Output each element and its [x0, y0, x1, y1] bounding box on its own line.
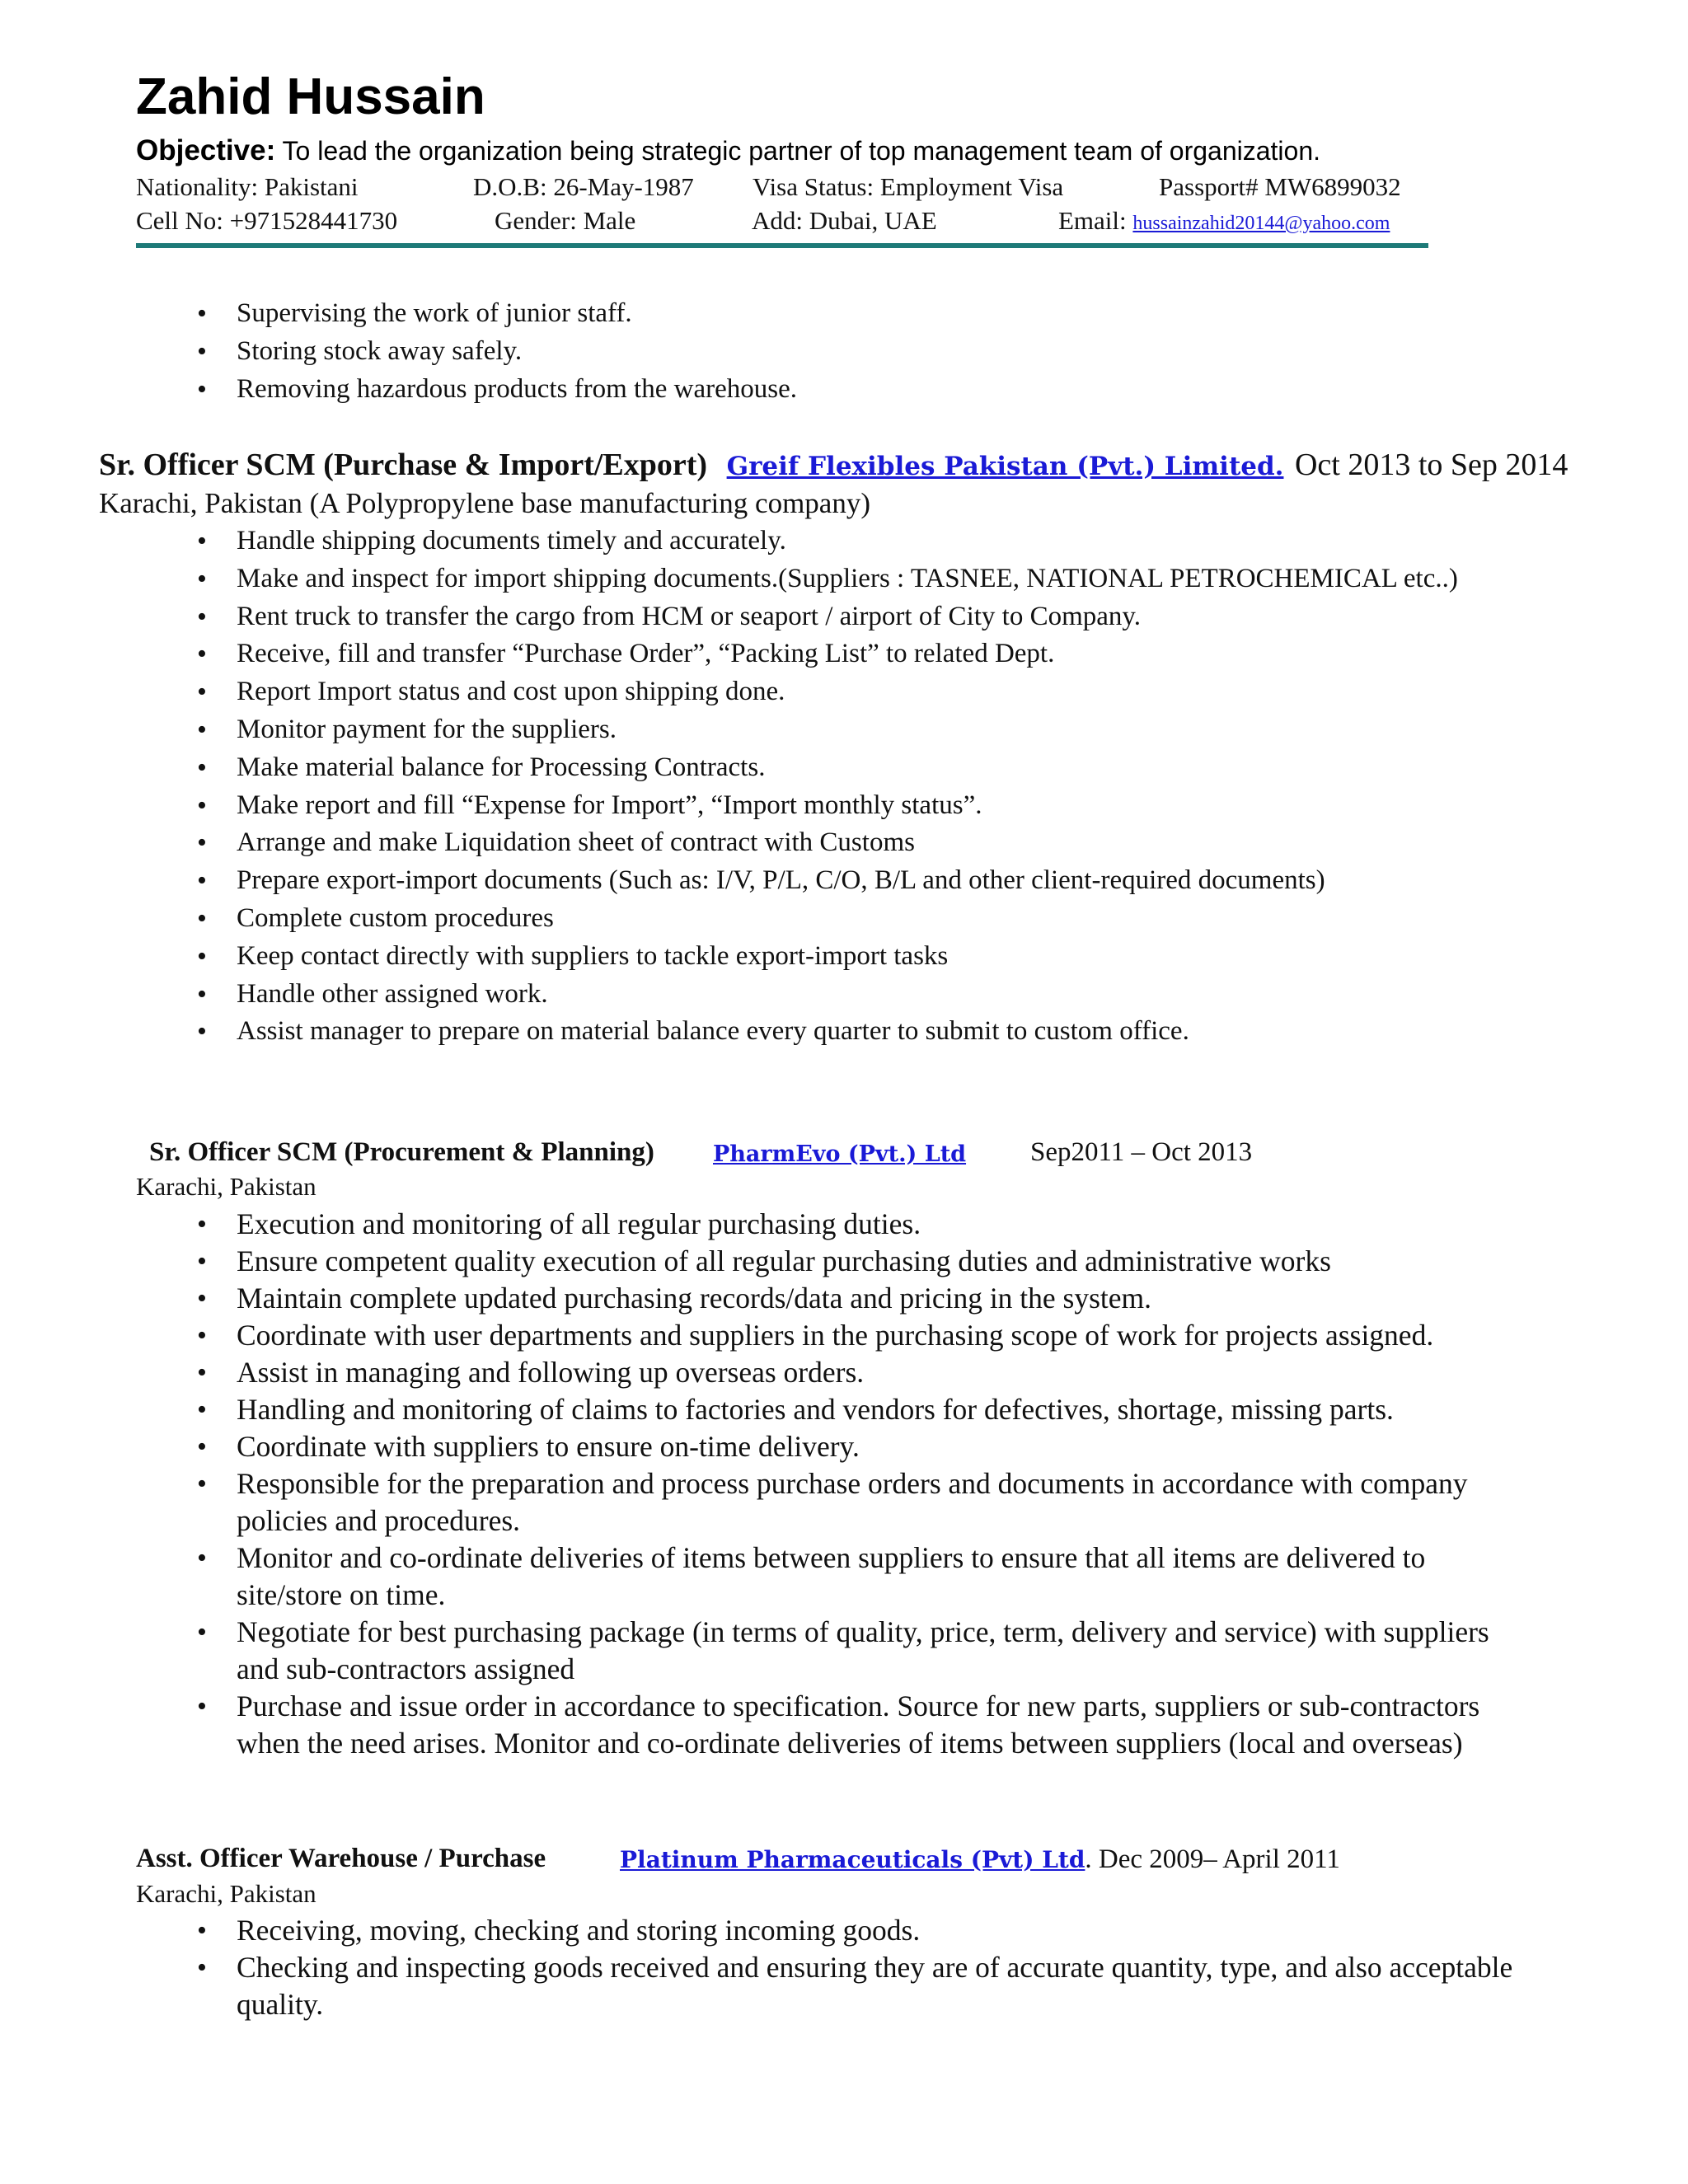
list-item: [136, 1354, 1489, 1391]
job-location: Karachi, Pakistan (A Polypropylene base manufacturing company): [99, 487, 870, 519]
objective: [136, 134, 1320, 167]
list-item: [136, 1614, 1489, 1688]
bullet-icon: •: [197, 865, 207, 897]
bullet-icon: •: [197, 373, 207, 405]
list-item: [136, 1243, 1489, 1280]
job-bullet-list: [136, 1912, 1512, 2023]
bullet-text: policies and procedures.: [237, 1504, 521, 1537]
bullet-text: Keep contact directly with suppliers to tackle export-import tasks: [237, 940, 949, 971]
job-title: Sr. Officer SCM (Procurement & Planning): [149, 1137, 654, 1167]
bullet-icon: •: [197, 563, 207, 594]
list-item: [136, 1912, 1512, 1949]
bullet-icon: •: [197, 526, 207, 556]
list-item: [136, 1280, 1489, 1317]
company-link[interactable]: PharmEvo (Pvt.) Ltd: [713, 1141, 967, 1167]
bullet-text: Make material balance for Processing Contracts.: [237, 752, 766, 782]
nationality: Nationality: Pakistani: [136, 172, 359, 201]
bullet-text: Receive, fill and transfer “Purchase Order”, “Packing List” to related Dept.: [237, 639, 1055, 669]
bullet-icon: •: [197, 1469, 207, 1499]
bullet-icon: •: [197, 752, 207, 783]
bullet-icon: •: [197, 1432, 207, 1462]
bullet-text: Rent truck to transfer the cargo from HCM or seaport / airport of City to Company.: [237, 601, 1142, 631]
bullet-text: Handle shipping documents timely and accurately.: [237, 526, 786, 555]
list-item: [136, 1688, 1489, 1762]
job-header-1: [99, 447, 1568, 483]
objective-text: To lead the organization being strategic partner of top management team of organization.: [282, 136, 1320, 166]
cell-number: Cell No: +971528441730: [136, 206, 398, 235]
bullet-text: Coordinate with user departments and suppliers in the purchasing scope of work for projects assigned.: [237, 1319, 1434, 1352]
email-row: [1058, 206, 1390, 236]
list-item: [136, 711, 1458, 749]
list-item: [136, 824, 1458, 862]
bullet-icon: •: [197, 940, 207, 972]
list-item: [136, 1949, 1512, 2023]
bullet-icon: •: [197, 601, 207, 632]
list-item: [136, 1206, 1489, 1243]
company-with-dates: [620, 1844, 1340, 1875]
bullet-icon: •: [197, 1617, 207, 1647]
bullet-icon: •: [197, 1394, 207, 1425]
bullet-text: Receiving, moving, checking and storing incoming goods.: [237, 1914, 921, 1947]
job-title: Sr. Officer SCM (Purchase & Import/Export): [99, 448, 708, 482]
dob: D.O.B: 26-May-1987: [473, 172, 694, 201]
bullet-icon: •: [197, 978, 207, 1010]
list-item: [136, 862, 1458, 900]
bullet-icon: •: [197, 1691, 207, 1722]
job-header-3: [136, 1844, 546, 1874]
bullet-text: Prepare export-import documents (Such as: I/V, P/L, C/O, B/L and other client-required documents): [237, 865, 1325, 896]
list-item: [136, 1540, 1489, 1614]
bullet-text: Ensure competent quality execution of all regular purchasing duties and administrative works: [237, 1244, 1331, 1277]
header-divider: [136, 243, 1428, 248]
bullet-text: Complete custom procedures: [237, 902, 554, 933]
bullet-text: Checking and inspecting goods received and ensuring they are of accurate quantity, type, and also acceptable: [237, 1951, 1513, 1984]
bullet-icon: •: [197, 298, 207, 329]
list-item: [136, 598, 1458, 636]
bullet-text: Removing hazardous products from the warehouse.: [237, 373, 797, 404]
email-label: Email:: [1058, 206, 1127, 235]
bullet-text: Execution and monitoring of all regular purchasing duties.: [237, 1207, 921, 1240]
objective-label: Objective:: [136, 134, 276, 166]
job-dates: Sep2011 – Oct 2013: [1030, 1137, 1253, 1167]
gender: Gender: Male: [495, 206, 636, 235]
list-item: [136, 787, 1458, 825]
bullet-icon: •: [197, 1357, 207, 1388]
list-item: [136, 1428, 1489, 1465]
bullet-icon: •: [197, 1246, 207, 1277]
bullet-icon: •: [197, 714, 207, 745]
bullet-icon: •: [197, 827, 207, 859]
bullet-text: Assist in managing and following up overseas orders.: [237, 1356, 865, 1389]
list-item: [136, 295, 797, 333]
bullet-text: site/store on time.: [237, 1578, 446, 1611]
job-location: Karachi, Pakistan: [136, 1172, 316, 1201]
job-dates: Dec 2009– April 2011: [1098, 1844, 1340, 1874]
bullet-text: Responsible for the preparation and process purchase orders and documents in accordance with company: [237, 1467, 1468, 1500]
list-item: [136, 523, 1458, 560]
candidate-name: Zahid Hussain: [136, 68, 485, 125]
job-bullet-list: [136, 1206, 1489, 1762]
bullet-text: Assist manager to prepare on material balance every quarter to submit to custom office.: [237, 1016, 1189, 1047]
bullet-text: Monitor and co-ordinate deliveries of items between suppliers to ensure that all items are delivered to: [237, 1541, 1426, 1574]
list-item: [136, 938, 1458, 976]
email-link[interactable]: hussainzahid20144@yahoo.com: [1132, 213, 1390, 234]
passport-number: Passport# MW6899032: [1159, 172, 1401, 201]
bullet-icon: •: [197, 335, 207, 367]
bullet-icon: •: [197, 1952, 207, 1983]
list-item: [136, 1465, 1489, 1540]
bullet-icon: •: [197, 790, 207, 821]
list-item: [136, 673, 1458, 711]
list-item: [136, 333, 797, 371]
bullet-icon: •: [197, 902, 207, 934]
list-item: [136, 900, 1458, 938]
bullet-text: and sub-contractors assigned: [237, 1652, 575, 1685]
bullet-text: Maintain complete updated purchasing records/data and pricing in the system.: [237, 1282, 1152, 1315]
bullet-text: Make report and fill “Expense for Import”, “Import monthly status”.: [237, 790, 982, 820]
bullet-text: Monitor payment for the suppliers.: [237, 714, 617, 744]
bullet-text: Coordinate with suppliers to ensure on-time delivery.: [237, 1430, 860, 1463]
company-link[interactable]: Platinum Pharmaceuticals (Pvt) Ltd: [620, 1846, 1085, 1873]
bullet-icon: •: [197, 1915, 207, 1946]
bullet-text: when the need arises. Monitor and co-ordinate deliveries of items between suppliers (local and overseas): [237, 1727, 1463, 1760]
bullet-text: Supervising the work of junior staff.: [237, 298, 632, 328]
bullet-icon: •: [197, 1016, 207, 1047]
visa-status: Visa Status: Employment Visa: [753, 172, 1064, 201]
bullet-icon: •: [197, 639, 207, 670]
bullet-text: Handle other assigned work.: [237, 978, 548, 1009]
bullet-text: Negotiate for best purchasing package (in terms of quality, price, term, delivery and service) with suppliers: [237, 1615, 1489, 1648]
bullet-icon: •: [197, 1543, 207, 1573]
list-item: [136, 1013, 1458, 1051]
bullet-text: Report Import status and cost upon shipping done.: [237, 677, 785, 707]
job-dates: Oct 2013 to Sep 2014: [1294, 448, 1568, 482]
bullet-text: Storing stock away safely.: [237, 335, 523, 366]
bullet-text: Arrange and make Liquidation sheet of contract with Customs: [237, 827, 915, 858]
job-title: Asst. Officer Warehouse / Purchase: [136, 1844, 546, 1873]
bullet-icon: •: [197, 677, 207, 708]
company-suffix: .: [1085, 1844, 1092, 1874]
list-item: [136, 560, 1458, 598]
bullet-text: Make and inspect for import shipping documents.(Suppliers : TASNEE, NATIONAL PETROCHEMICAL etc..): [237, 563, 1458, 593]
company-link[interactable]: Greif Flexibles Pakistan (Pvt.) Limited.: [726, 452, 1284, 481]
list-item: [136, 1391, 1489, 1428]
address: Add: Dubai, UAE: [752, 206, 937, 235]
list-item: [136, 749, 1458, 787]
list-item: [136, 371, 797, 409]
job-header-2: [149, 1137, 654, 1168]
bullet-text: quality.: [237, 1988, 324, 2021]
bullet-icon: •: [197, 1209, 207, 1240]
top-bullet-list: [136, 295, 797, 408]
bullet-icon: •: [197, 1320, 207, 1351]
list-item: [136, 1317, 1489, 1354]
bullet-text: Handling and monitoring of claims to factories and vendors for defectives, shortage, missing parts.: [237, 1393, 1394, 1426]
job-location: Karachi, Pakistan: [136, 1879, 316, 1908]
bullet-text: Purchase and issue order in accordance to specification. Source for new parts, suppliers or sub-contractors: [237, 1690, 1480, 1722]
list-item: [136, 976, 1458, 1014]
bullet-icon: •: [197, 1283, 207, 1314]
list-item: [136, 635, 1458, 673]
job-bullet-list: [136, 523, 1458, 1051]
